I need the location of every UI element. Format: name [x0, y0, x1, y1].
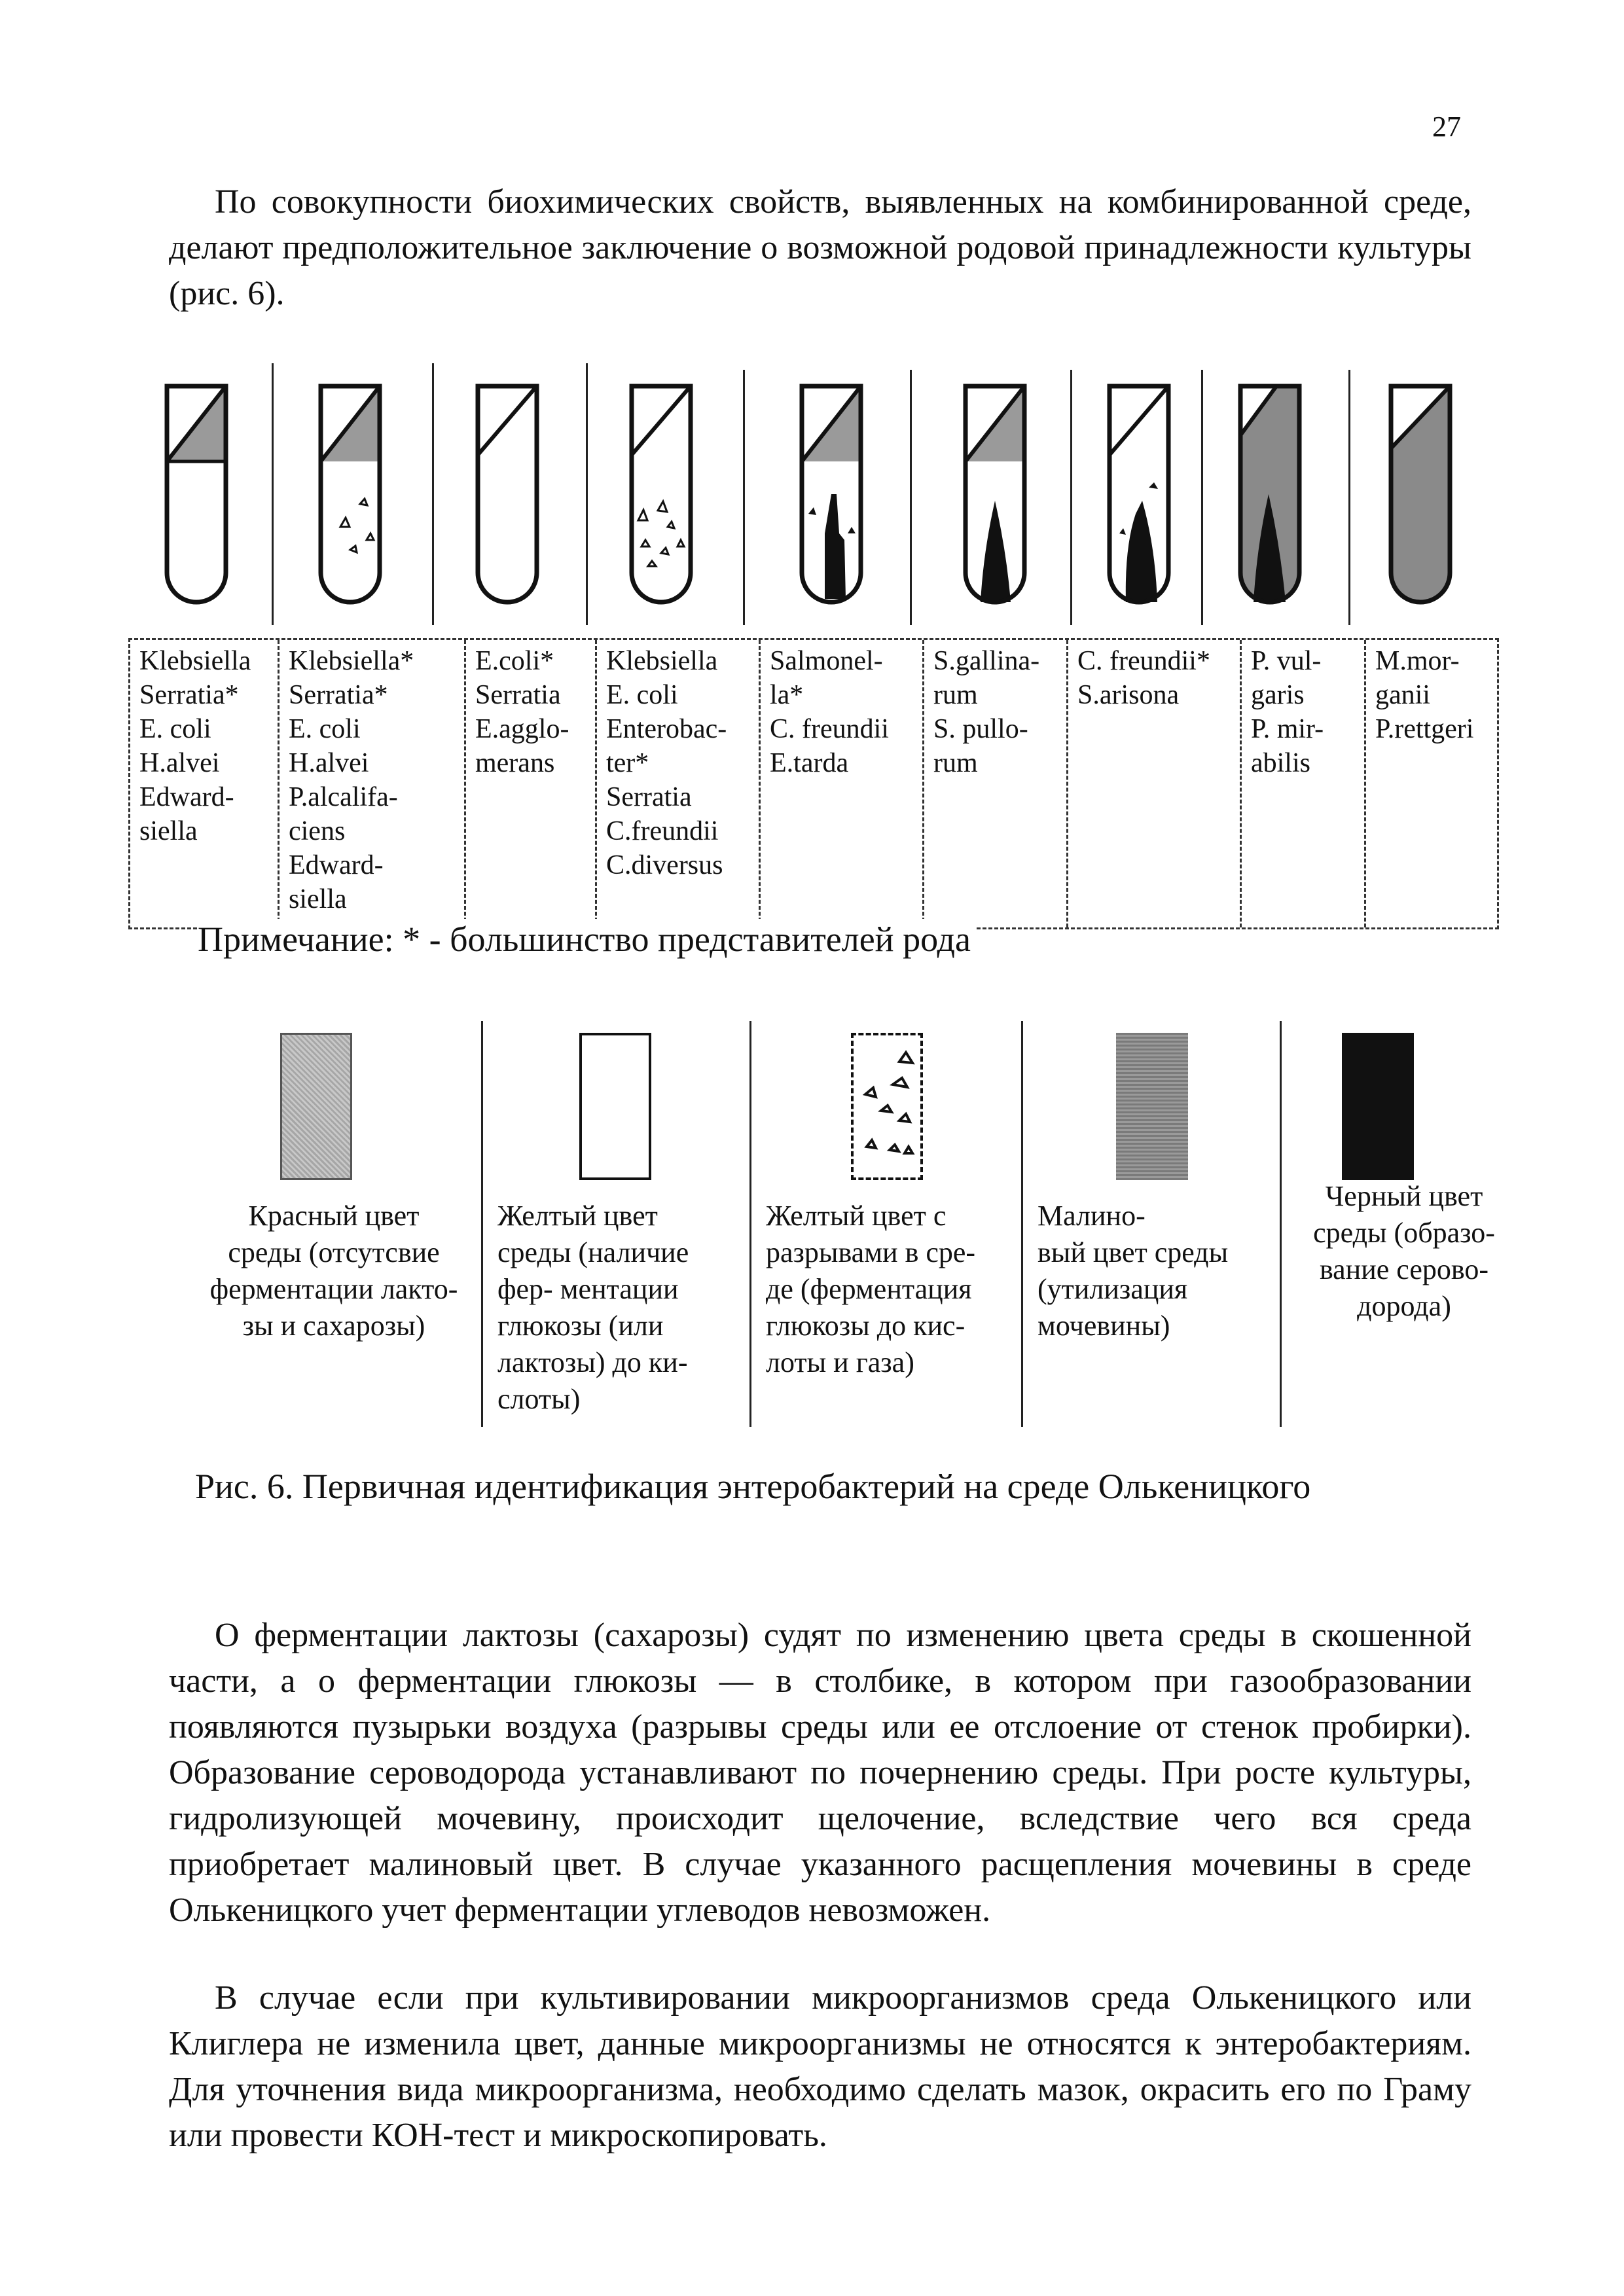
species-name: Serratia*: [139, 680, 239, 710]
body-paragraph-2: В случае если при культивировании микроорганизмов среда Олькеницкого или Клиглера не изменила цвет, данные микроорганизмы не относятся к энтеробактериям. Для уточнения вида микроорганизма, необходимо сделать мазок, окрасить его по Граму или провести КОН-тест и микроскопировать.: [169, 1979, 1471, 2154]
legend-line: разрывами в сре-: [766, 1236, 976, 1268]
legend-swatch-black: [1342, 1033, 1414, 1180]
legend-line: вание серово-: [1319, 1253, 1489, 1285]
table-note: Примечание: * - большинство представителей рода: [198, 919, 976, 960]
species-name: Klebsiella: [139, 646, 251, 676]
species-column: [1240, 640, 1364, 927]
species-name: Enterobac-: [606, 714, 727, 744]
legend-separator: [749, 1021, 751, 1427]
species-column: [464, 640, 595, 927]
species-column: [1066, 640, 1240, 927]
species-name: E.coli*: [475, 646, 554, 676]
species-name: H.alvei: [289, 748, 369, 778]
species-column: [922, 640, 1066, 927]
species-name: siella: [289, 884, 347, 914]
legend-line: фер- ментации: [497, 1273, 679, 1305]
species-name: C.freundii: [606, 816, 719, 846]
legend-line: среды (наличие: [497, 1236, 689, 1268]
species-name: abilis: [1251, 748, 1310, 778]
legend-line: де (ферментация: [766, 1273, 972, 1305]
tube-separator: [1070, 370, 1072, 625]
legend-line: слоты): [497, 1383, 581, 1415]
legend-line: лоты и газа): [766, 1346, 914, 1378]
species-name: E. coli: [289, 714, 361, 744]
legend-swatch-red: [280, 1033, 352, 1180]
species-column: [130, 640, 261, 927]
species-name: C.diversus: [606, 850, 723, 880]
body-paragraph-1: О ферментации лактозы (сахарозы) судят по изменению цвета среды в скошенной части, а о ферментации глюкозы — в столбике, в котором при газообразовании появляются пузырьки воздуха (разрывы среды или ее отслоение от стенок пробирки). Образование сероводорода устанавливают по почернению среды. При росте культуры, гидролизующей мочевину, происходит щелочение, вследствие чего вся среда приобретает малиновый цвет. В случае указанного расщепления мочевины в среде Олькеницкого учет ферментации углеводов невозможен.: [169, 1617, 1471, 1929]
test-tube-2: [317, 383, 383, 612]
figure-caption: Рис. 6. Первичная идентификация энтеробактерий на среде Олькеницкого: [195, 1467, 1311, 1506]
species-name: P. vul-: [1251, 646, 1322, 676]
species-name: P.alcalifa-: [289, 782, 398, 812]
legend-label: [190, 1198, 478, 1344]
tube-separator: [432, 363, 434, 625]
species-name: S.arisona: [1077, 680, 1180, 710]
species-name: E.agglo-: [475, 714, 569, 744]
tube-separator: [1201, 370, 1203, 625]
tube-separator: [586, 363, 588, 625]
test-tube-9: [1388, 383, 1453, 612]
legend-line: Черный цвет: [1325, 1180, 1483, 1212]
legend-line: лактозы) до ки-: [497, 1346, 688, 1378]
test-tube-3: [475, 383, 540, 612]
legend-label: [753, 1198, 1018, 1381]
species-column: [278, 640, 464, 927]
species-name: Klebsiella*: [289, 646, 414, 676]
species-name: rum: [933, 748, 978, 778]
species-name: rum: [933, 680, 978, 710]
species-column: [1364, 640, 1501, 927]
species-column: [759, 640, 922, 927]
species-name: S.gallina-: [933, 646, 1040, 676]
tube-separator: [1348, 370, 1350, 625]
species-name: E.tarda: [770, 748, 849, 778]
species-name: ganii: [1375, 680, 1430, 710]
species-name: H.alvei: [139, 748, 220, 778]
legend-swatch-crimson: [1116, 1033, 1188, 1180]
legend-line: мочевины): [1038, 1310, 1170, 1342]
test-tube-6: [962, 383, 1028, 612]
species-name: S. pullo-: [933, 714, 1028, 744]
test-tube-4: [628, 383, 694, 612]
species-name: P. mir-: [1251, 714, 1324, 744]
species-name: P.rettgeri: [1375, 714, 1474, 744]
intro-paragraph: По совокупности биохимических свойств, выявленных на комбинированной среде, делают предположительное заключение о возможной родовой принадлежности культуры (рис. 6).: [169, 183, 1471, 312]
species-name: Klebsiella: [606, 646, 718, 676]
species-name: E. coli: [606, 680, 678, 710]
legend-line: Малино-: [1038, 1200, 1146, 1232]
legend-line: дорода): [1357, 1290, 1451, 1322]
legend-label: [484, 1198, 746, 1418]
legend-line: (утилизация: [1038, 1273, 1188, 1305]
legend-line: глюкозы до кис-: [766, 1310, 965, 1342]
species-name: C. freundii*: [1077, 646, 1210, 676]
species-name: M.mor-: [1375, 646, 1460, 676]
species-name: merans: [475, 748, 555, 778]
color-legend: [190, 1021, 1525, 1427]
species-name: Serratia*: [289, 680, 388, 710]
legend-line: ферментации лакто-: [209, 1273, 458, 1305]
legend-line: глюкозы (или: [497, 1310, 664, 1342]
species-name: Edward-: [289, 850, 384, 880]
legend-line: Красный цвет: [248, 1200, 420, 1232]
legend-line: среды (отсутсвие: [228, 1236, 440, 1268]
legend-line: среды (образо-: [1313, 1217, 1495, 1249]
legend-separator: [1280, 1021, 1282, 1427]
legend-label: [1024, 1198, 1276, 1344]
legend-swatch-yellow-gas: [851, 1033, 923, 1180]
tube-separator: [272, 363, 274, 625]
legend-line: Желтый цвет с: [766, 1200, 947, 1232]
species-name: Salmonel-: [770, 646, 883, 676]
legend-label: [1283, 1178, 1525, 1325]
test-tube-5: [799, 383, 864, 612]
legend-line: Желтый цвет: [497, 1200, 658, 1232]
legend-swatch-yellow: [579, 1033, 651, 1180]
figure-tubes: [124, 353, 1499, 635]
species-name: garis: [1251, 680, 1305, 710]
species-name: Serratia: [606, 782, 692, 812]
species-name: Serratia: [475, 680, 561, 710]
test-tube-7: [1106, 383, 1172, 612]
page-number: 27: [1432, 111, 1461, 143]
legend-line: зы и сахарозы): [242, 1310, 425, 1342]
species-table: [128, 638, 1499, 929]
species-name: ter*: [606, 748, 649, 778]
species-name: la*: [770, 680, 804, 710]
tube-separator: [743, 370, 745, 625]
species-name: ciens: [289, 816, 346, 846]
species-name: C. freundii: [770, 714, 889, 744]
species-name: siella: [139, 816, 198, 846]
legend-line: вый цвет среды: [1038, 1236, 1229, 1268]
legend-separator: [1021, 1021, 1023, 1427]
test-tube-8: [1237, 383, 1303, 612]
species-name: Edward-: [139, 782, 234, 812]
species-name: E. coli: [139, 714, 211, 744]
species-column: [595, 640, 759, 927]
legend-separator: [481, 1021, 483, 1427]
test-tube-1: [164, 383, 229, 612]
tube-separator: [910, 370, 912, 625]
